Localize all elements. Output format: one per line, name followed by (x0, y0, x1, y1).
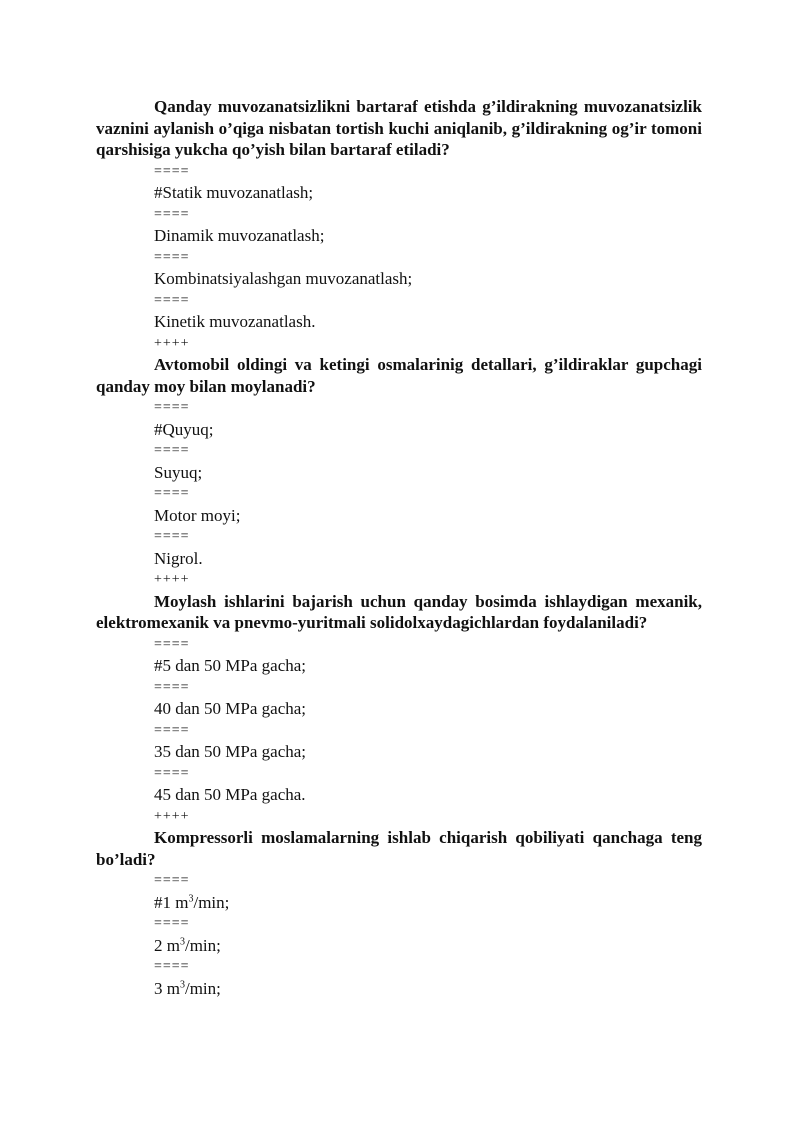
q1-option-3: Kombinatsiyalashgan muvozanatlash; (154, 269, 413, 288)
q2-option-4: Nigrol. (154, 548, 203, 568)
question-4: Kompressorli moslamalarning ishlab chiqarish qobiliyati qanchaga teng bo’ladi? (96, 828, 702, 869)
option-text: 3 m (154, 978, 180, 998)
separator: ==== (154, 486, 190, 501)
separator: ==== (154, 636, 190, 652)
q1-option-4: Kinetik muvozanatlash. (154, 312, 316, 331)
separator: ==== (154, 722, 190, 738)
option-text: 2 m (154, 935, 180, 955)
q2-option-2: Suyuq; (154, 462, 203, 482)
separator: ==== (154, 249, 190, 265)
superscript: 3 (179, 935, 185, 947)
separator: ==== (154, 443, 190, 458)
superscript: 3 (188, 892, 194, 904)
superscript: 3 (179, 978, 185, 990)
q3-option-3: 35 dan 50 MPa gacha; (154, 742, 307, 761)
option-unit: /min; (193, 892, 230, 912)
q4-option-1 (154, 892, 702, 914)
block-separator: ++++ (154, 335, 190, 351)
separator: ==== (154, 765, 190, 781)
question-3: Moylash ishlarini bajarish uchun qanday bosimda ishlaydigan mexanik, elektromexanik va pnevmo-yuritmali solidolxaydagichlardan foydalaniladi? (96, 591, 702, 632)
separator: ==== (154, 916, 190, 931)
document-page (96, 96, 702, 999)
separator: ==== (154, 959, 190, 974)
separator: ==== (154, 163, 190, 179)
q4-option-3 (154, 978, 702, 1000)
separator: ==== (154, 679, 190, 695)
option-text: #1 m (154, 892, 189, 912)
block-separator: ++++ (154, 572, 190, 587)
q3-option-1: #5 dan 50 MPa gacha; (154, 656, 307, 675)
q1-option-2: Dinamik muvozanatlash; (154, 226, 325, 245)
q3-option-2: 40 dan 50 MPa gacha; (154, 699, 307, 718)
separator: ==== (154, 206, 190, 222)
q2-option-3: Motor moyi; (154, 505, 241, 525)
q4-option-2 (154, 935, 702, 957)
option-unit: /min; (184, 978, 221, 998)
separator: ==== (154, 400, 190, 415)
option-unit: /min; (184, 935, 221, 955)
q3-option-4: 45 dan 50 MPa gacha. (154, 785, 306, 804)
question-2: Avtomobil oldingi va ketingi osmalarinig detallari, g’ildiraklar gupchagi qanday moy bilan moylanadi? (96, 355, 702, 396)
separator: ==== (154, 873, 190, 888)
block-separator: ++++ (154, 808, 190, 824)
q1-option-1: #Statik muvozanatlash; (154, 183, 314, 202)
separator: ==== (154, 529, 190, 544)
separator: ==== (154, 292, 190, 308)
question-1: Qanday muvozanatsizlikni bartaraf etishda g’ildirakning muvozanatsizlik vaznini aylanish o’qiga nisbatan tortish kuchi aniqlanib, g’ildirakning og’ir tomoni qarshisiga yukcha qo’yish bilan bartaraf etiladi? (96, 97, 702, 159)
q2-option-1: #Quyuq; (154, 419, 214, 439)
